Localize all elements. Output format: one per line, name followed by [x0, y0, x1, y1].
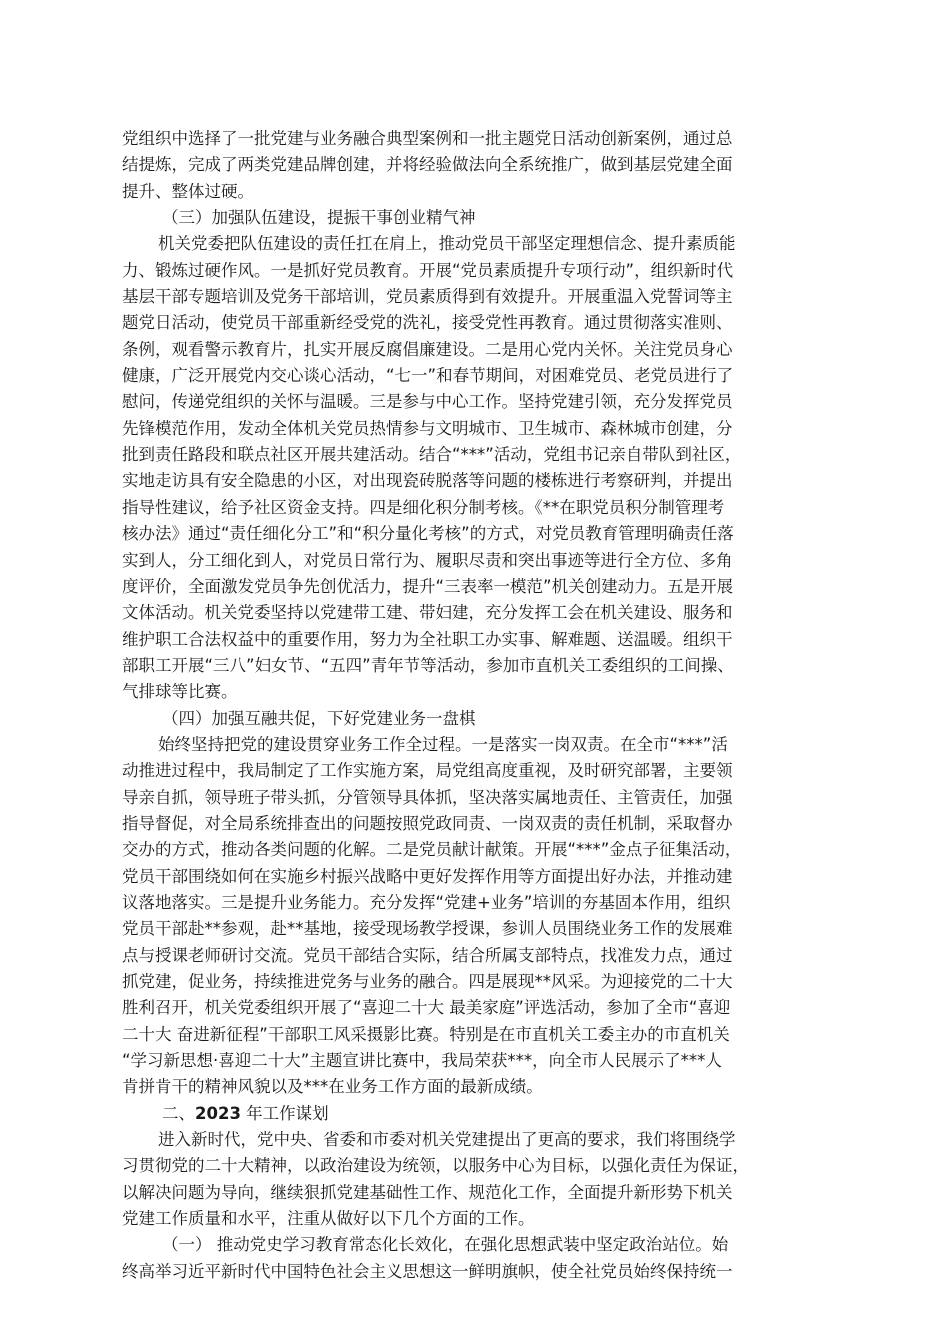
text-line: 核办法》通过“责任细化分工”和“积分量化考核”的方式，对党员教育管理明确责任落	[122, 524, 734, 544]
paragraph-continuation	[122, 126, 840, 205]
text-line: 气排球等比赛。	[122, 682, 238, 702]
section-heading-text	[122, 1101, 840, 1127]
paragraph-integration	[122, 732, 840, 1101]
text-line: 二十大 奋进新征程”干部职工风采摄影比赛。特别是在市直机关工委主办的市直机关	[122, 1024, 730, 1044]
text-line: “学习新思想·喜迎二十大”主题宣讲比赛中，我局荣获***，向全市人民展示了***人	[122, 1051, 722, 1071]
text-line: 始终坚持把党的建设贯穿业务工作全过程。一是落实一岗双责。在全市“***”活	[158, 734, 728, 754]
text-line: 机关党委把队伍建设的责任扛在肩上，推动党员干部坚定理想信念、提升素质能	[158, 234, 736, 254]
text-line: 进入新时代，党中央、省委和市委对机关党建提出了更高的要求，我们将围绕学	[158, 1130, 736, 1150]
text-line: 文体活动。机关党委坚持以党建带工建、带妇建，充分发挥工会在机关建设、服务和	[122, 603, 733, 623]
section-heading-suffix: 年工作谋划	[240, 1103, 329, 1123]
text-line: 健康，广泛开展党内交心谈心活动，“七一”和春节期间，对困难党员、老党员进行了	[122, 366, 734, 386]
text-line: 实到人，分工细化到人，对党员日常行为、履职尽责和突出事迹等进行全方位、多角	[122, 550, 733, 570]
subheading-integration	[122, 706, 840, 732]
subheading-text: （四）加强互融共促，下好党建业务一盘棋	[162, 708, 476, 728]
text-line: 肯拼肯干的精神风貌以及***在业务工作方面的最新成绩。	[122, 1077, 543, 1097]
text-line: 部职工开展“三八”妇女节、“五四”青年节等活动，参加市直机关工委组织的工间操、	[122, 655, 734, 675]
paragraph-new-era	[122, 1127, 840, 1232]
text-line: 题党日活动，使党员干部重新经受党的洗礼，接受党性再教育。通过贯彻落实准则、	[122, 313, 733, 333]
text-line: 抓党建，促业务，持续推进党务与业务的融合。四是展现**风采。为迎接党的二十大	[122, 972, 733, 991]
text-line: 实地走访具有安全隐患的小区，对出现瓷砖脱落等问题的楼栋进行考察研判，并提出	[122, 471, 733, 491]
text-line: 维护职工合法权益中的重要作用，努力为全社职工办实事、解难题、送温暖。组织干	[122, 629, 733, 649]
text-line: 习贯彻党的二十大精神，以政治建设为统领，以服务中心为目标，以强化责任为保证，	[122, 1156, 749, 1176]
document-body	[122, 126, 840, 1285]
text-line: 胜利召开，机关党委组织开展了“喜迎二十大 最美家庭”评选活动，参加了全市“喜迎	[122, 998, 731, 1018]
text-line: 慰问，传递党组织的关怀与温暖。三是参与中心工作。坚持党建引领，充分发挥党员	[122, 392, 733, 412]
text-line: 力、锻炼过硬作风。一是抓好党员教育。开展“党员素质提升专项行动”，组织新时代	[122, 260, 734, 280]
section-heading-2023-plan	[122, 1101, 840, 1127]
subheading-team-building	[122, 205, 840, 231]
text-line: 终高举习近平新时代中国特色社会主义思想这一鲜明旗帜，使全社党员始终保持统一	[122, 1261, 733, 1281]
text-line: 导亲自抓，领导班子带头抓，分管领导具体抓，坚决落实属地责任、主管责任，加强	[122, 787, 733, 807]
text-line: 基层干部专题培训及党务干部培训，党员素质得到有效提升。开展重温入党誓词等主	[122, 287, 733, 307]
text-line: 条例，观看警示教育片，扎实开展反腐倡廉建设。二是用心党内关怀。关注党员身心	[122, 339, 733, 359]
section-heading-year: 2023	[195, 1103, 241, 1123]
paragraph-party-history	[122, 1232, 840, 1285]
text-line: 党组织中选择了一批党建与业务融合典型案例和一批主题党日活动创新案例，通过总	[122, 129, 733, 148]
text-line: 先锋模范作用，发动全体机关党员热情参与文明城市、卫生城市、森林城市创建，分	[122, 418, 733, 438]
text-line: 议落地落实。三是提升业务能力。充分发挥“党建+业务”培训的夯基固本作用，组织	[122, 892, 731, 912]
text-line: 指导督促，对全局系统排查出的问题按照党政同责、一岗双责的责任机制，采取督办	[122, 813, 733, 833]
text-line: 党员干部围绕如何在实施乡村振兴战略中更好发挥作用等方面提出好办法，并推动建	[122, 866, 733, 886]
text-line: 批到责任路段和联点社区开展共建活动。结合“***”活动，党组书记亲自带队到社区，	[122, 445, 742, 465]
text-line: 党员干部赴**参观，赴**基地，接受现场教学授课，参训人员围绕业务工作的发展难	[122, 919, 733, 939]
text-line: 指导性建议，给予社区资金支持。四是细化积分制考核。《**在职党员积分制管理考	[122, 497, 725, 517]
subheading-text: （三）加强队伍建设，提振干事创业精气神	[162, 208, 476, 228]
text-line: 结提炼，完成了两类党建品牌创建，并将经验做法向全系统推广，做到基层党建全面	[122, 155, 733, 175]
text-line: 点与授课老师研讨交流。党员干部结合实际，结合所属支部特点，找准发力点，通过	[122, 945, 733, 965]
section-heading-prefix: 二、	[162, 1103, 195, 1123]
text-line: 度评价，全面激发党员争先创优活力，提升“三表率一模范”机关创建动力。五是开展	[122, 576, 734, 596]
text-line: 提升、整体过硬。	[122, 181, 254, 201]
text-line: （一） 推动党史学习教育常态化长效化，在强化思想武装中坚定政治站位。始	[162, 1235, 729, 1255]
text-line: 党建工作质量和水平，注重从做好以下几个方面的工作。	[122, 1209, 535, 1229]
paragraph-team-building	[122, 231, 840, 705]
text-line: 交办的方式，推动各类问题的化解。二是党员献计献策。开展“***”金点子征集活动，	[122, 840, 742, 860]
text-line: 动推进过程中，我局制定了工作实施方案，局党组高度重视，及时研究部署，主要领	[122, 761, 733, 781]
text-line: 以解决问题为导向，继续狠抓党建基础性工作、规范化工作，全面提升新形势下机关	[122, 1182, 733, 1202]
